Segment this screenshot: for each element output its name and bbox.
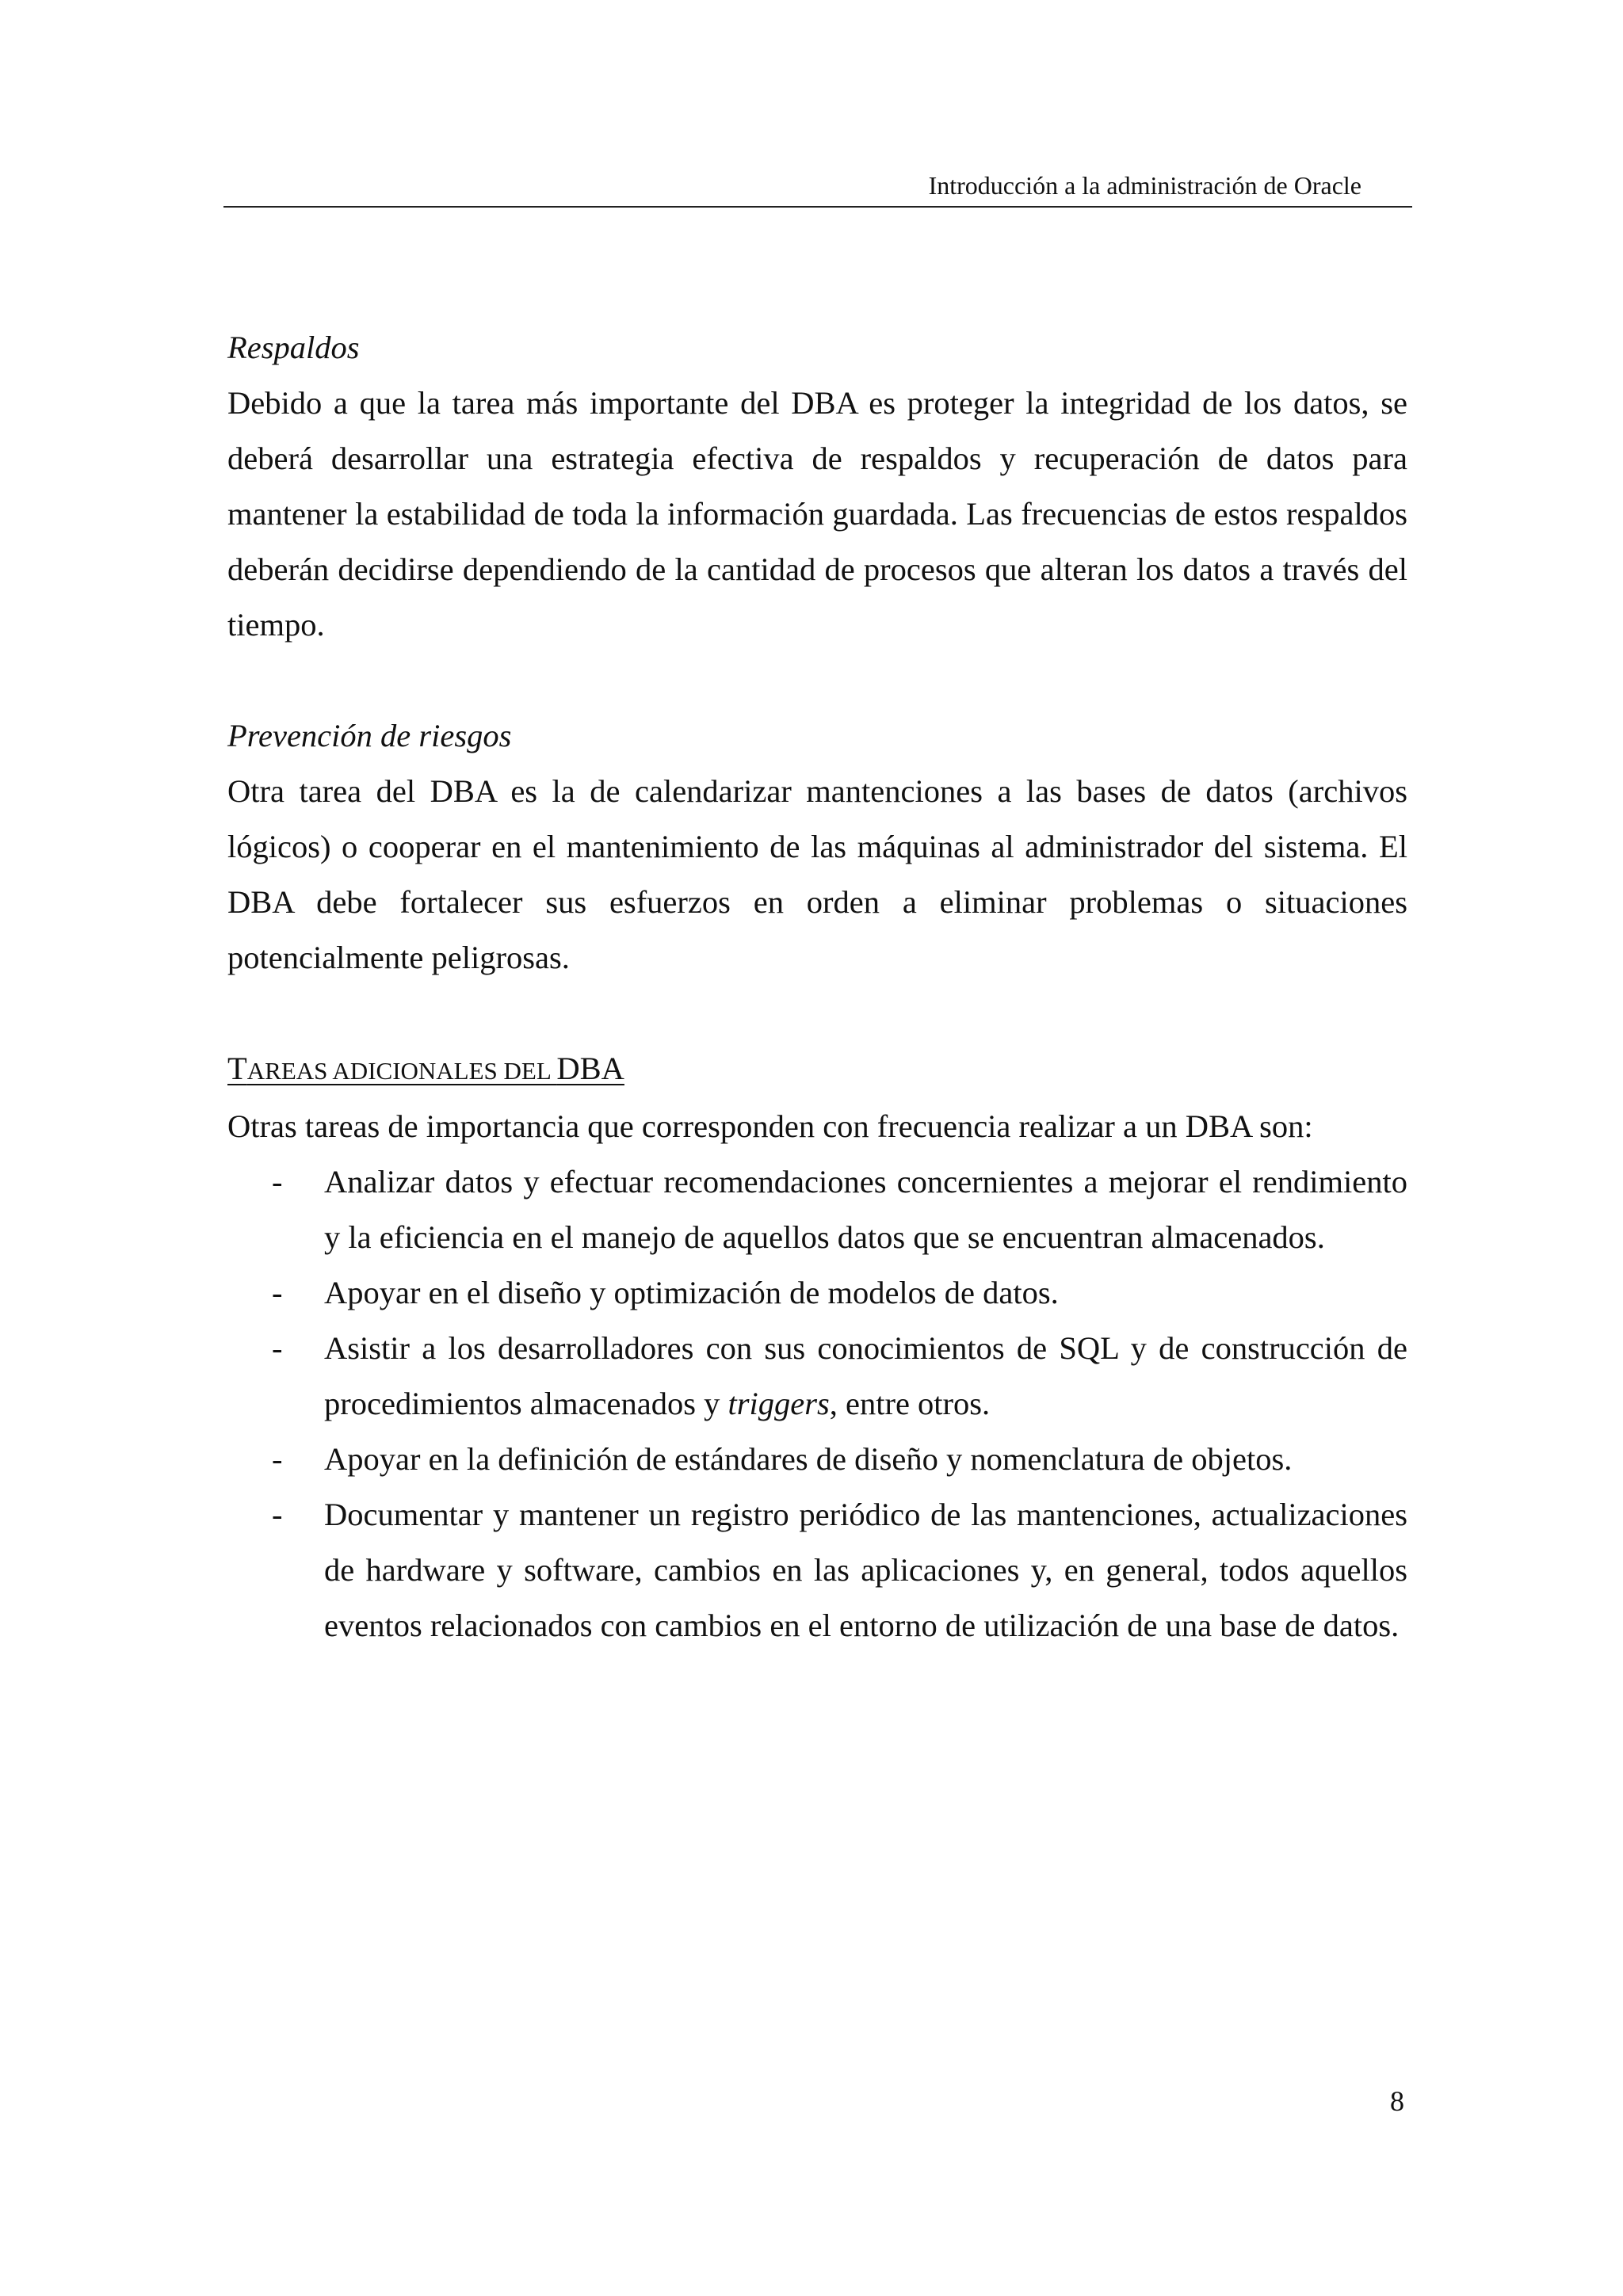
list-item bbox=[227, 1432, 1407, 1487]
respaldos-paragraph: Debido a que la tarea más importante del DBA es proteger la integridad de los datos, se deberá desarrollar una estrategia efectiva de respaldos y recuperación de datos para mantener la estabilidad de toda la información guardada. Las frecuencias de estos respaldos deberán decidirse dependiendo de la cantidad de procesos que alteran los datos a través del tiempo. bbox=[227, 385, 1407, 643]
page-number: 8 bbox=[1390, 2085, 1404, 2117]
bullet-dash: - bbox=[272, 1441, 283, 1477]
list-item-text-after: , entre otros. bbox=[829, 1386, 991, 1421]
page-header bbox=[223, 170, 1412, 208]
list-item bbox=[227, 1154, 1407, 1265]
page-body bbox=[227, 320, 1407, 1653]
list-item bbox=[227, 1321, 1407, 1432]
tareas-heading bbox=[227, 1041, 1407, 1099]
bullet-dash: - bbox=[272, 1164, 283, 1199]
list-item-text: Apoyar en la definición de estándares de diseño y nomenclatura de objetos. bbox=[324, 1441, 1293, 1477]
prevencion-heading: Prevención de riesgos bbox=[227, 718, 512, 753]
list-item-text: Apoyar en el diseño y optimización de modelos de datos. bbox=[324, 1275, 1059, 1310]
tareas-heading-smallcaps: AREAS ADICIONALES DEL bbox=[246, 1057, 557, 1085]
list-item-text-before: Asistir a los desarrolladores con sus conocimientos de SQL y de construcción de procedimientos almacenados y bbox=[324, 1330, 1407, 1421]
section-spacer bbox=[227, 653, 1407, 708]
list-item-text: Documentar y mantener un registro periódico de las mantenciones, actualizaciones de hardware y software, cambios en las aplicaciones y, en general, todos aquellos eventos relacionados con cambios en el entorno de utilización de una base de datos. bbox=[324, 1497, 1407, 1643]
list-item-text: Analizar datos y efectuar recomendaciones concernientes a mejorar el rendimiento y la eficiencia en el manejo de aquellos datos que se encuentran almacenados. bbox=[324, 1164, 1407, 1255]
tareas-list bbox=[227, 1154, 1407, 1653]
bullet-dash: - bbox=[272, 1330, 283, 1366]
section-spacer bbox=[227, 986, 1407, 1041]
bullet-dash: - bbox=[272, 1275, 283, 1310]
respaldos-heading: Respaldos bbox=[227, 330, 360, 365]
tareas-heading-acronym: DBA bbox=[556, 1051, 624, 1086]
list-item bbox=[227, 1265, 1407, 1321]
tareas-intro: Otras tareas de importancia que corresponden con frecuencia realizar a un DBA son: bbox=[227, 1108, 1313, 1144]
list-item-text bbox=[324, 1330, 1407, 1421]
bullet-dash: - bbox=[272, 1497, 283, 1532]
tareas-heading-initial: T bbox=[227, 1051, 247, 1086]
list-item bbox=[227, 1487, 1407, 1653]
triggers-term: triggers bbox=[727, 1386, 830, 1421]
running-header-title: Introducción a la administración de Oracle bbox=[928, 171, 1361, 200]
prevencion-paragraph: Otra tarea del DBA es la de calendarizar mantenciones a las bases de datos (archivos lógicos) o cooperar en el mantenimiento de las máquinas al administrador del sistema. El DBA debe fortalecer sus esfuerzos en orden a eliminar problemas o situaciones potencialmente peligrosas. bbox=[227, 773, 1407, 975]
